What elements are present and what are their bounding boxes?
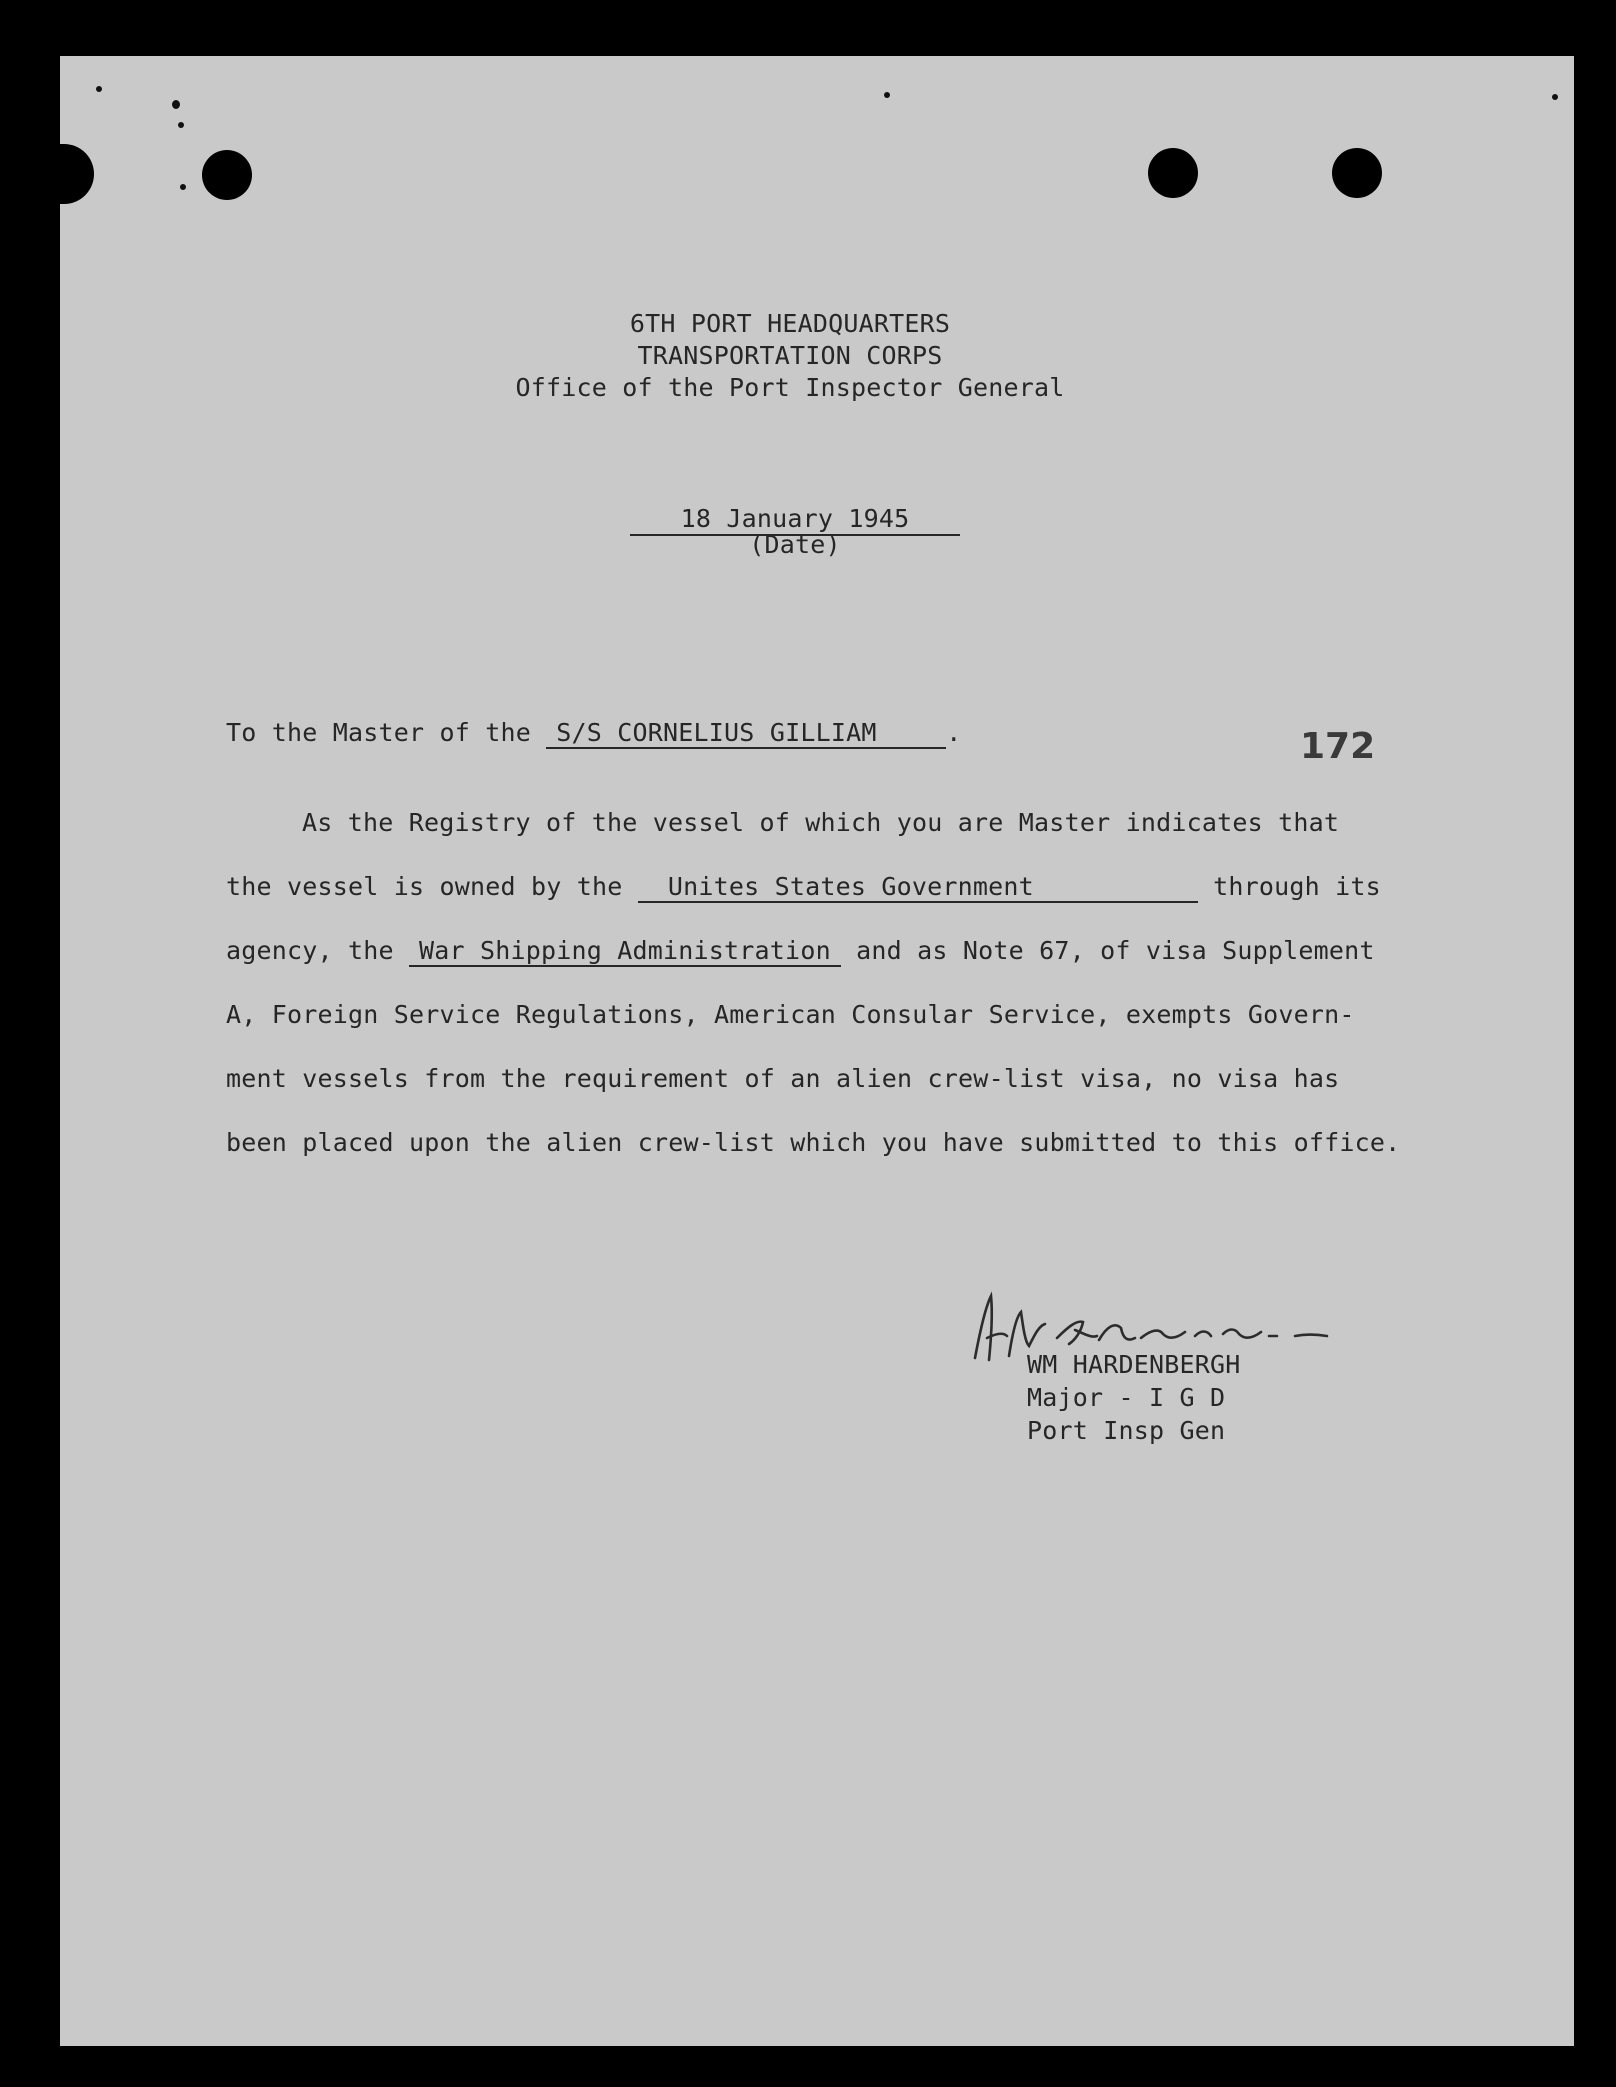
body-text-3-prefix: agency, the <box>226 936 394 965</box>
signatory-name: WM HARDENBERGH <box>1027 1350 1241 1379</box>
body-line-5 <box>226 1064 1339 1093</box>
paper-speck <box>884 92 890 98</box>
vessel-owner: Unites States Government <box>638 873 1198 903</box>
body-text-2-suffix: through its <box>1213 872 1381 901</box>
letterhead <box>390 308 1190 404</box>
signatory-lines <box>1027 1348 1241 1447</box>
body-line-1 <box>302 808 1339 837</box>
body-text-3-suffix: and as Note 67, of visa Supplement <box>856 936 1375 965</box>
body-line-4 <box>226 1000 1355 1029</box>
date-block <box>630 504 960 558</box>
letterhead-line-3: Office of the Port Inspector General <box>515 373 1065 402</box>
body-text-2-prefix: the vessel is owned by the <box>226 872 623 901</box>
body-text-6: been placed upon the alien crew-list which you have submitted to this office. <box>226 1128 1401 1157</box>
letterhead-line-2: TRANSPORTATION CORPS <box>637 341 943 370</box>
punch-hole <box>1148 148 1198 198</box>
addressee-suffix: . <box>946 718 962 747</box>
punch-hole-left <box>60 144 94 204</box>
document-number: 172 <box>1300 726 1376 767</box>
signatory-rank: Major - I G D <box>1027 1383 1226 1412</box>
paper-speck <box>96 86 102 92</box>
paper-speck <box>180 184 186 190</box>
paper-speck <box>172 100 180 109</box>
body-line-6 <box>226 1128 1400 1157</box>
paper-speck <box>1552 94 1558 100</box>
signatory-title: Port Insp Gen <box>1027 1416 1226 1445</box>
document-page <box>60 56 1574 2046</box>
body-text-1: As the Registry of the vessel of which you are Master indicates that <box>302 808 1340 837</box>
addressee-line <box>226 718 962 749</box>
punch-hole <box>202 150 252 200</box>
body-line-3 <box>226 936 1375 967</box>
vessel-name: S/S CORNELIUS GILLIAM <box>546 719 946 749</box>
punch-hole <box>1332 148 1382 198</box>
letterhead-line-1: 6TH PORT HEADQUARTERS <box>629 309 951 338</box>
body-text-5: ment vessels from the requirement of an alien crew-list visa, no visa has <box>226 1064 1340 1093</box>
paper-speck <box>178 122 184 128</box>
date-caption: (Date) <box>749 530 841 559</box>
date-value: 18 January 1945 <box>630 504 960 536</box>
body-line-2 <box>226 872 1381 903</box>
owner-agency: War Shipping Administration <box>409 937 841 967</box>
signature-block <box>965 1286 1465 1456</box>
body-text-4: A, Foreign Service Regulations, American Consular Service, exempts Govern- <box>226 1000 1355 1029</box>
addressee-prefix: To the Master of the <box>226 718 532 747</box>
